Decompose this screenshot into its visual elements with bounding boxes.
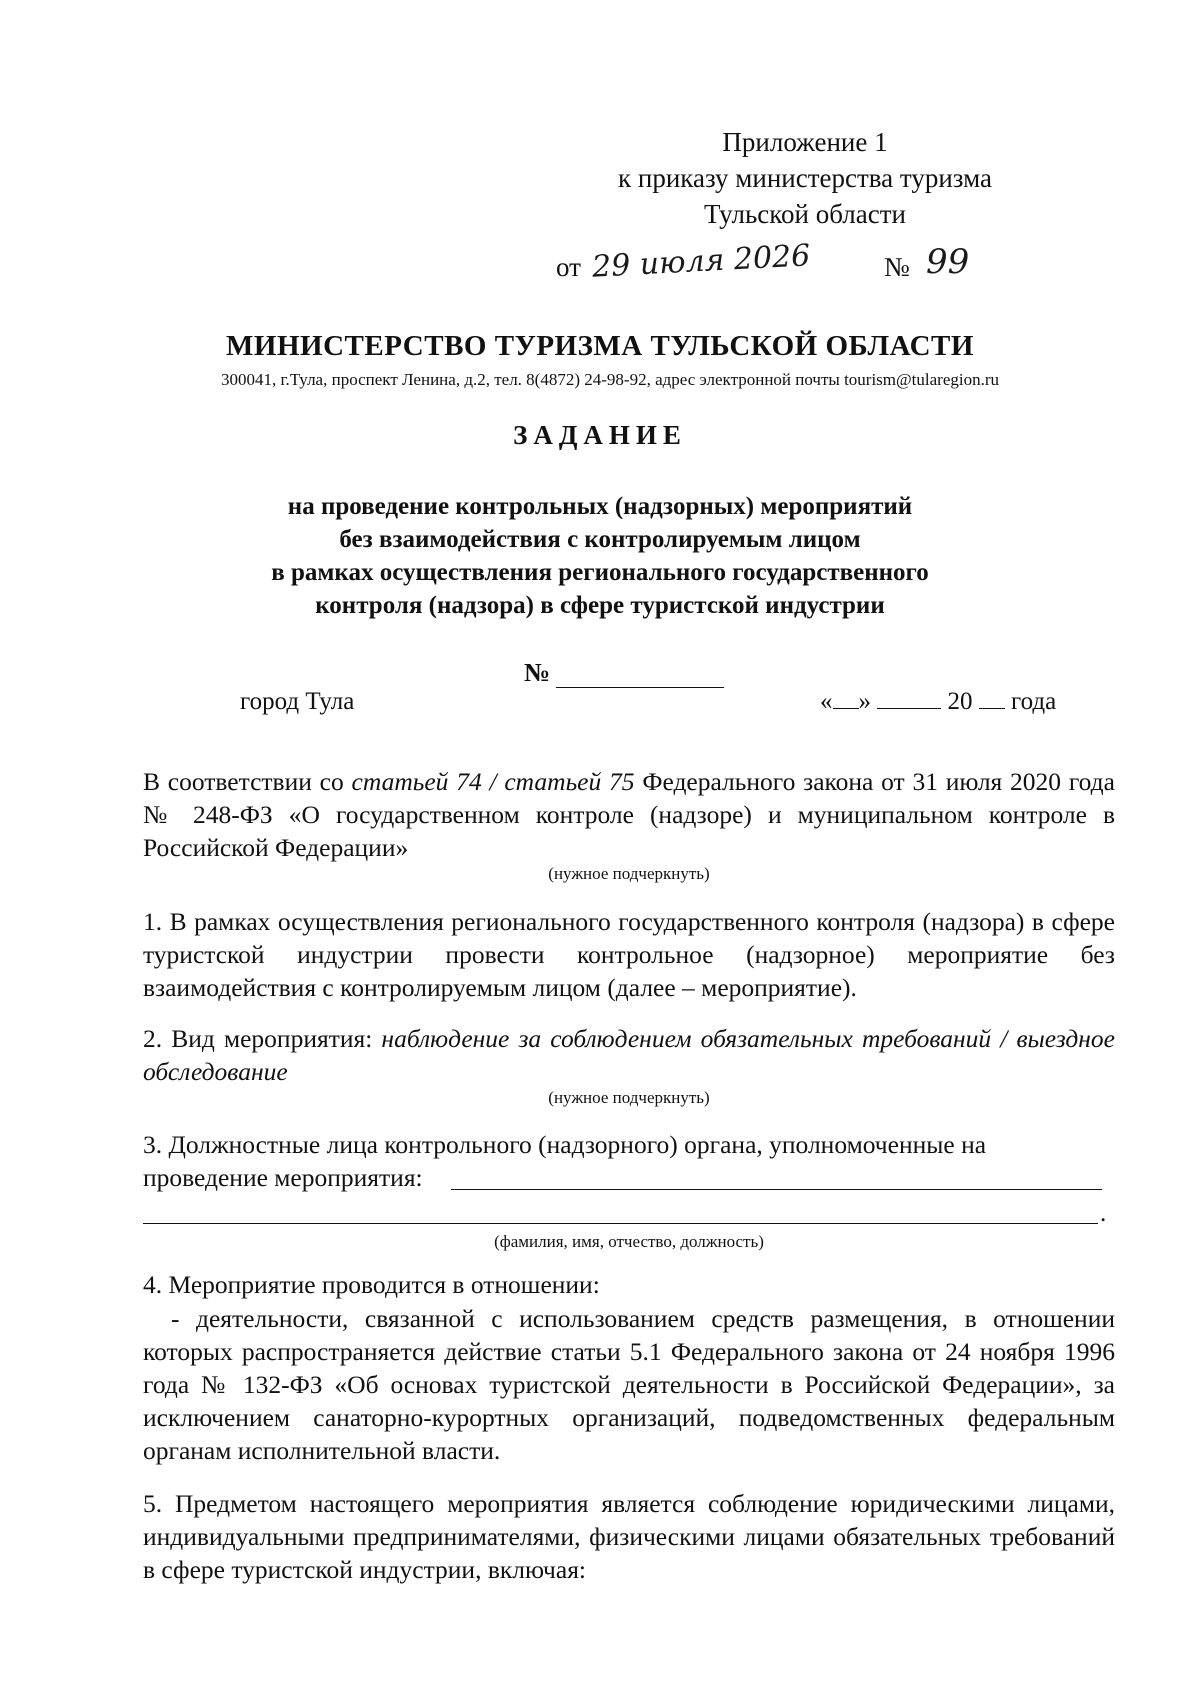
task-number-label: № [524,658,551,687]
intro-article-74: статьей 74 [351,767,482,796]
date-close-quote: » [858,688,871,715]
intro-slash: / [481,767,505,796]
order-number-label: № [884,252,910,282]
subject-line-4: контроля (надзора) в сфере туристской индустрии [315,592,885,619]
paragraph-3 [143,1128,1115,1194]
p2-options: наблюдение за соблюдением обязательных требований / выездное обследование [143,1024,1116,1086]
ministry-address: 300041, г.Тула, проспект Ленина, д.2, тел. 8(4872) 24-98-92, адрес электронной почты tourism@tularegion.ru [220,370,1000,389]
order-from-label: от [556,252,581,282]
order-reference [556,240,996,290]
p3-line-2: проведение мероприятия: [143,1163,423,1192]
date-month-blank [877,688,941,709]
annex-line-3: Тульской области [704,199,906,229]
note-underline-1: (нужное подчеркнуть) [548,864,710,883]
task-date-field [820,688,1056,716]
p3-line-1: 3. Должностные лица контрольного (надзорного) органа, уполномоченные на [143,1130,987,1159]
intro-rest: Федерального закона от 31 июля 2020 года № 248-ФЗ «О государственном контроле (надзоре) и муниципальном контроле в Российской Федерации» [143,767,1115,862]
subject-line-1: на проведение контрольных (надзорных) мероприятий [287,493,913,520]
date-century: 20 [947,688,973,715]
ministry-name: МИНИСТЕРСТВО ТУРИЗМА ТУЛЬСКОЙ ОБЛАСТИ [226,330,974,362]
paragraph-4-title: 4. Мероприятие проводится в отношении: [143,1270,600,1299]
intro-article-75: статьей 75 [504,767,635,796]
document-subject [150,490,1050,622]
intro-prefix: В соответствии со [143,767,352,796]
intro-paragraph [143,765,1115,864]
date-year-blank [979,688,1005,709]
annex-line-2: к приказу министерства туризма [618,163,992,193]
subject-line-3: в рамках осуществления регионального государственного [271,559,929,586]
subject-line-2: без взаимодействия с контролируемым лицом [339,526,861,553]
note-underline-2: (нужное подчеркнуть) [548,1088,710,1107]
date-open-quote: « [820,688,833,715]
annex-block [570,124,1040,232]
paragraph-2 [143,1022,1115,1088]
paragraph-1: 1. В рамках осуществления регионального государственного контроля (надзора) в сфере туристской индустрии провести контрольное (надзорное) мероприятие без взаимодействия с контролируемым лицом (далее – мероприятие). [143,907,1115,1002]
annex-line-1: Приложение 1 [722,127,888,157]
p2-prefix: 2. Вид мероприятия: [143,1024,382,1053]
city-name: город Тула [240,688,355,715]
officials-blank-line-1 [451,1188,1102,1190]
document-title: ЗАДАНИЕ [513,420,687,450]
officials-blank-line-2 [143,1222,1098,1224]
date-suffix: года [1011,688,1057,715]
order-number-handwritten: 99 [926,242,970,282]
officials-end-period: . [1100,1200,1107,1227]
order-date-handwritten: 29 июля 2026 [591,238,812,285]
task-number-blank [556,663,724,688]
task-number-field [524,658,724,688]
date-day-blank [833,688,859,709]
paragraph-5: 5. Предметом настоящего мероприятия является соблюдение юридическими лицами, индивидуальными предпринимателями, физическими лицами обязательных требований в сфере туристской индустрии, включая: [143,1489,1115,1584]
note-fio: (фамилия, имя, отчество, должность) [494,1232,764,1251]
paragraph-4-item: - деятельности, связанной с использованием средств размещения, в отношении которых распространяется действие статьи 5.1 Федерального закона от 24 ноября 1996 года № 132-ФЗ «Об основах туристской деятельности в Российской Федерации», за исключением санаторно-курортных организаций, подведомственных федеральным органам исполнительной власти. [143,1304,1115,1465]
